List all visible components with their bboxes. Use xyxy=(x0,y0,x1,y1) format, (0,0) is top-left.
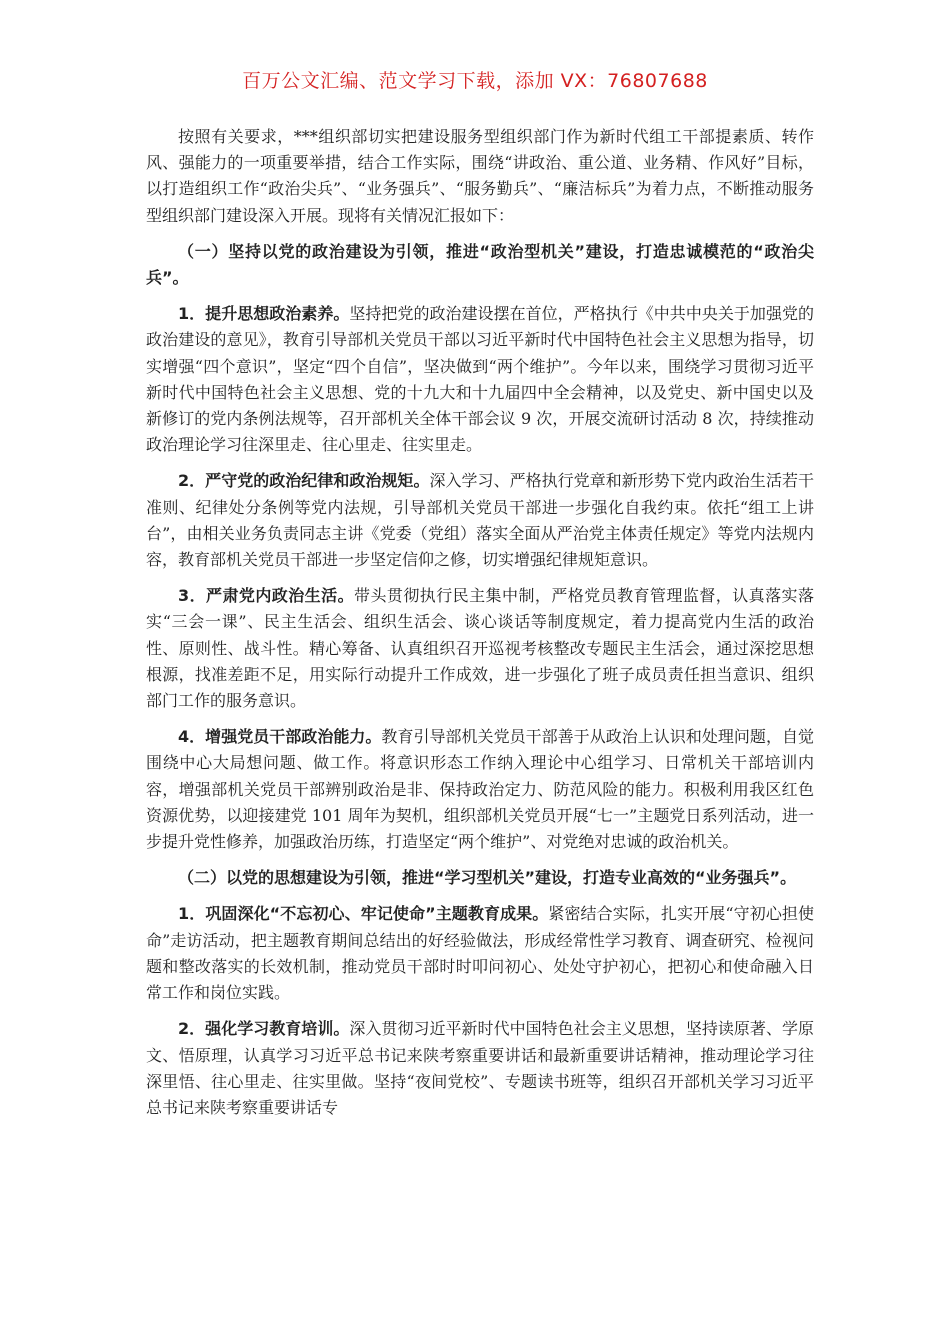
intro-paragraph: 按照有关要求，***组织部切实把建设服务型组织部门作为新时代组工干部提素质、转作风、强能力的一项重要举措，结合工作实际，围绕“讲政治、重公道、业务精、作风好”目标，以打造组织工作“政治尖兵”、“业务强兵”、“服务勤兵”、“廉洁标兵”为着力点，不断推动服务型组织部门建设深入开展。现将有关情况汇报如下： xyxy=(146,127,814,225)
list-item xyxy=(146,301,814,458)
item-body: 紧密结合实际，扎实开展“守初心担使命”走访活动，把主题教育期间总结出的好经验做法，形成经常性学习教育、调查研究、检视问题和整改落实的长效机制，推动党员干部时时叩问初心、处处守护初心，把初心和使命融入日常工作和岗位实践。 xyxy=(146,904,814,1003)
item-lead: 1．提升思想政治素养。 xyxy=(178,304,350,324)
list-item xyxy=(146,724,814,855)
item-body: 教育引导部机关党员干部善于从政治上认识和处理问题，自觉围绕中心大局想问题、做工作。将意识形态工作纳入理论中心组学习、日常机关干部培训内容，增强部机关党员干部辨别政治是非、保持政治定力、防范风险的能力。积极利用我区红色资源优势，以迎接建党 101 周年为契机，组织部机关党员开展“七一”主题党日系列活动，进一步提升党性修养，加强政治历练，打造坚定“两个维护”、对党绝对忠诚的政治机关。 xyxy=(146,727,814,852)
page-header: 百万公文汇编、范文学习下载，添加 VX：76807688 xyxy=(242,70,708,92)
item-body: 带头贯彻执行民主集中制，严格党员教育管理监督，认真落实落实“三会一课”、民主生活会、组织生活会、谈心谈话等制度规定，着力提高党内生活的政治性、原则性、战斗性。精心筹备、认真组织召开巡视考核整改专题民主生活会，通过深挖思想根源，找准差距不足，用实际行动提升工作成效，进一步强化了班子成员责任担当意识、组织部门工作的服务意识。 xyxy=(146,586,814,711)
item-lead: 2．严守党的政治纪律和政治规矩。 xyxy=(178,471,430,491)
section-heading: （一）坚持以党的政治建设为引领，推进“政治型机关”建设，打造忠诚模范的“政治尖兵”。 xyxy=(146,241,814,288)
item-body: 坚持把党的政治建设摆在首位，严格执行《中共中央关于加强党的政治建设的意见》，教育引导部机关党员干部以习近平新时代中国特色社会主义思想为指导，切实增强“四个意识”，坚定“四个自信”，坚决做到“两个维护”。今年以来，围绕学习贯彻习近平新时代中国特色社会主义思想、党的十九大和十九届四中全会精神，以及党史、新中国史以及新修订的党内条例法规等，召开部机关全体干部会议 9 次，开展交流研讨活动 8 次，持续推动政治理论学习往深里走、往心里走、往实里走。 xyxy=(146,304,814,455)
item-lead: 3．严肃党内政治生活。 xyxy=(178,586,355,606)
list-item xyxy=(146,468,814,573)
list-item xyxy=(146,583,814,714)
item-lead: 1．巩固深化“不忘初心、牢记使命”主题教育成果。 xyxy=(178,904,549,924)
document-body xyxy=(146,124,814,1131)
item-body: 深入学习、严格执行党章和新形势下党内政治生活若干准则、纪律处分条例等党内法规，引导部机关党员干部进一步强化自我约束。依托“组工上讲台”，由相关业务负责同志主讲《党委（党组）落实全面从严治党主体责任规定》等党内法规内容，教育部机关党员干部进一步坚定信仰之修，切实增强纪律规矩意识。 xyxy=(146,471,814,570)
list-item xyxy=(146,901,814,1006)
item-lead: 2．强化学习教育培训。 xyxy=(178,1019,350,1039)
list-item xyxy=(146,1016,814,1121)
section-heading: （二）以党的思想建设为引领，推进“学习型机关”建设，打造专业高效的“业务强兵”。 xyxy=(178,868,797,888)
item-body: 深入贯彻习近平新时代中国特色社会主义思想，坚持读原著、学原文、悟原理，认真学习习近平总书记来陕考察重要讲话和最新重要讲话精神，推动理论学习往深里悟、往心里走、往实里做。坚持“夜间党校”、专题读书班等，组织召开部机关学习习近平总书记来陕考察重要讲话专 xyxy=(146,1019,814,1117)
item-lead: 4．增强党员干部政治能力。 xyxy=(178,727,382,747)
